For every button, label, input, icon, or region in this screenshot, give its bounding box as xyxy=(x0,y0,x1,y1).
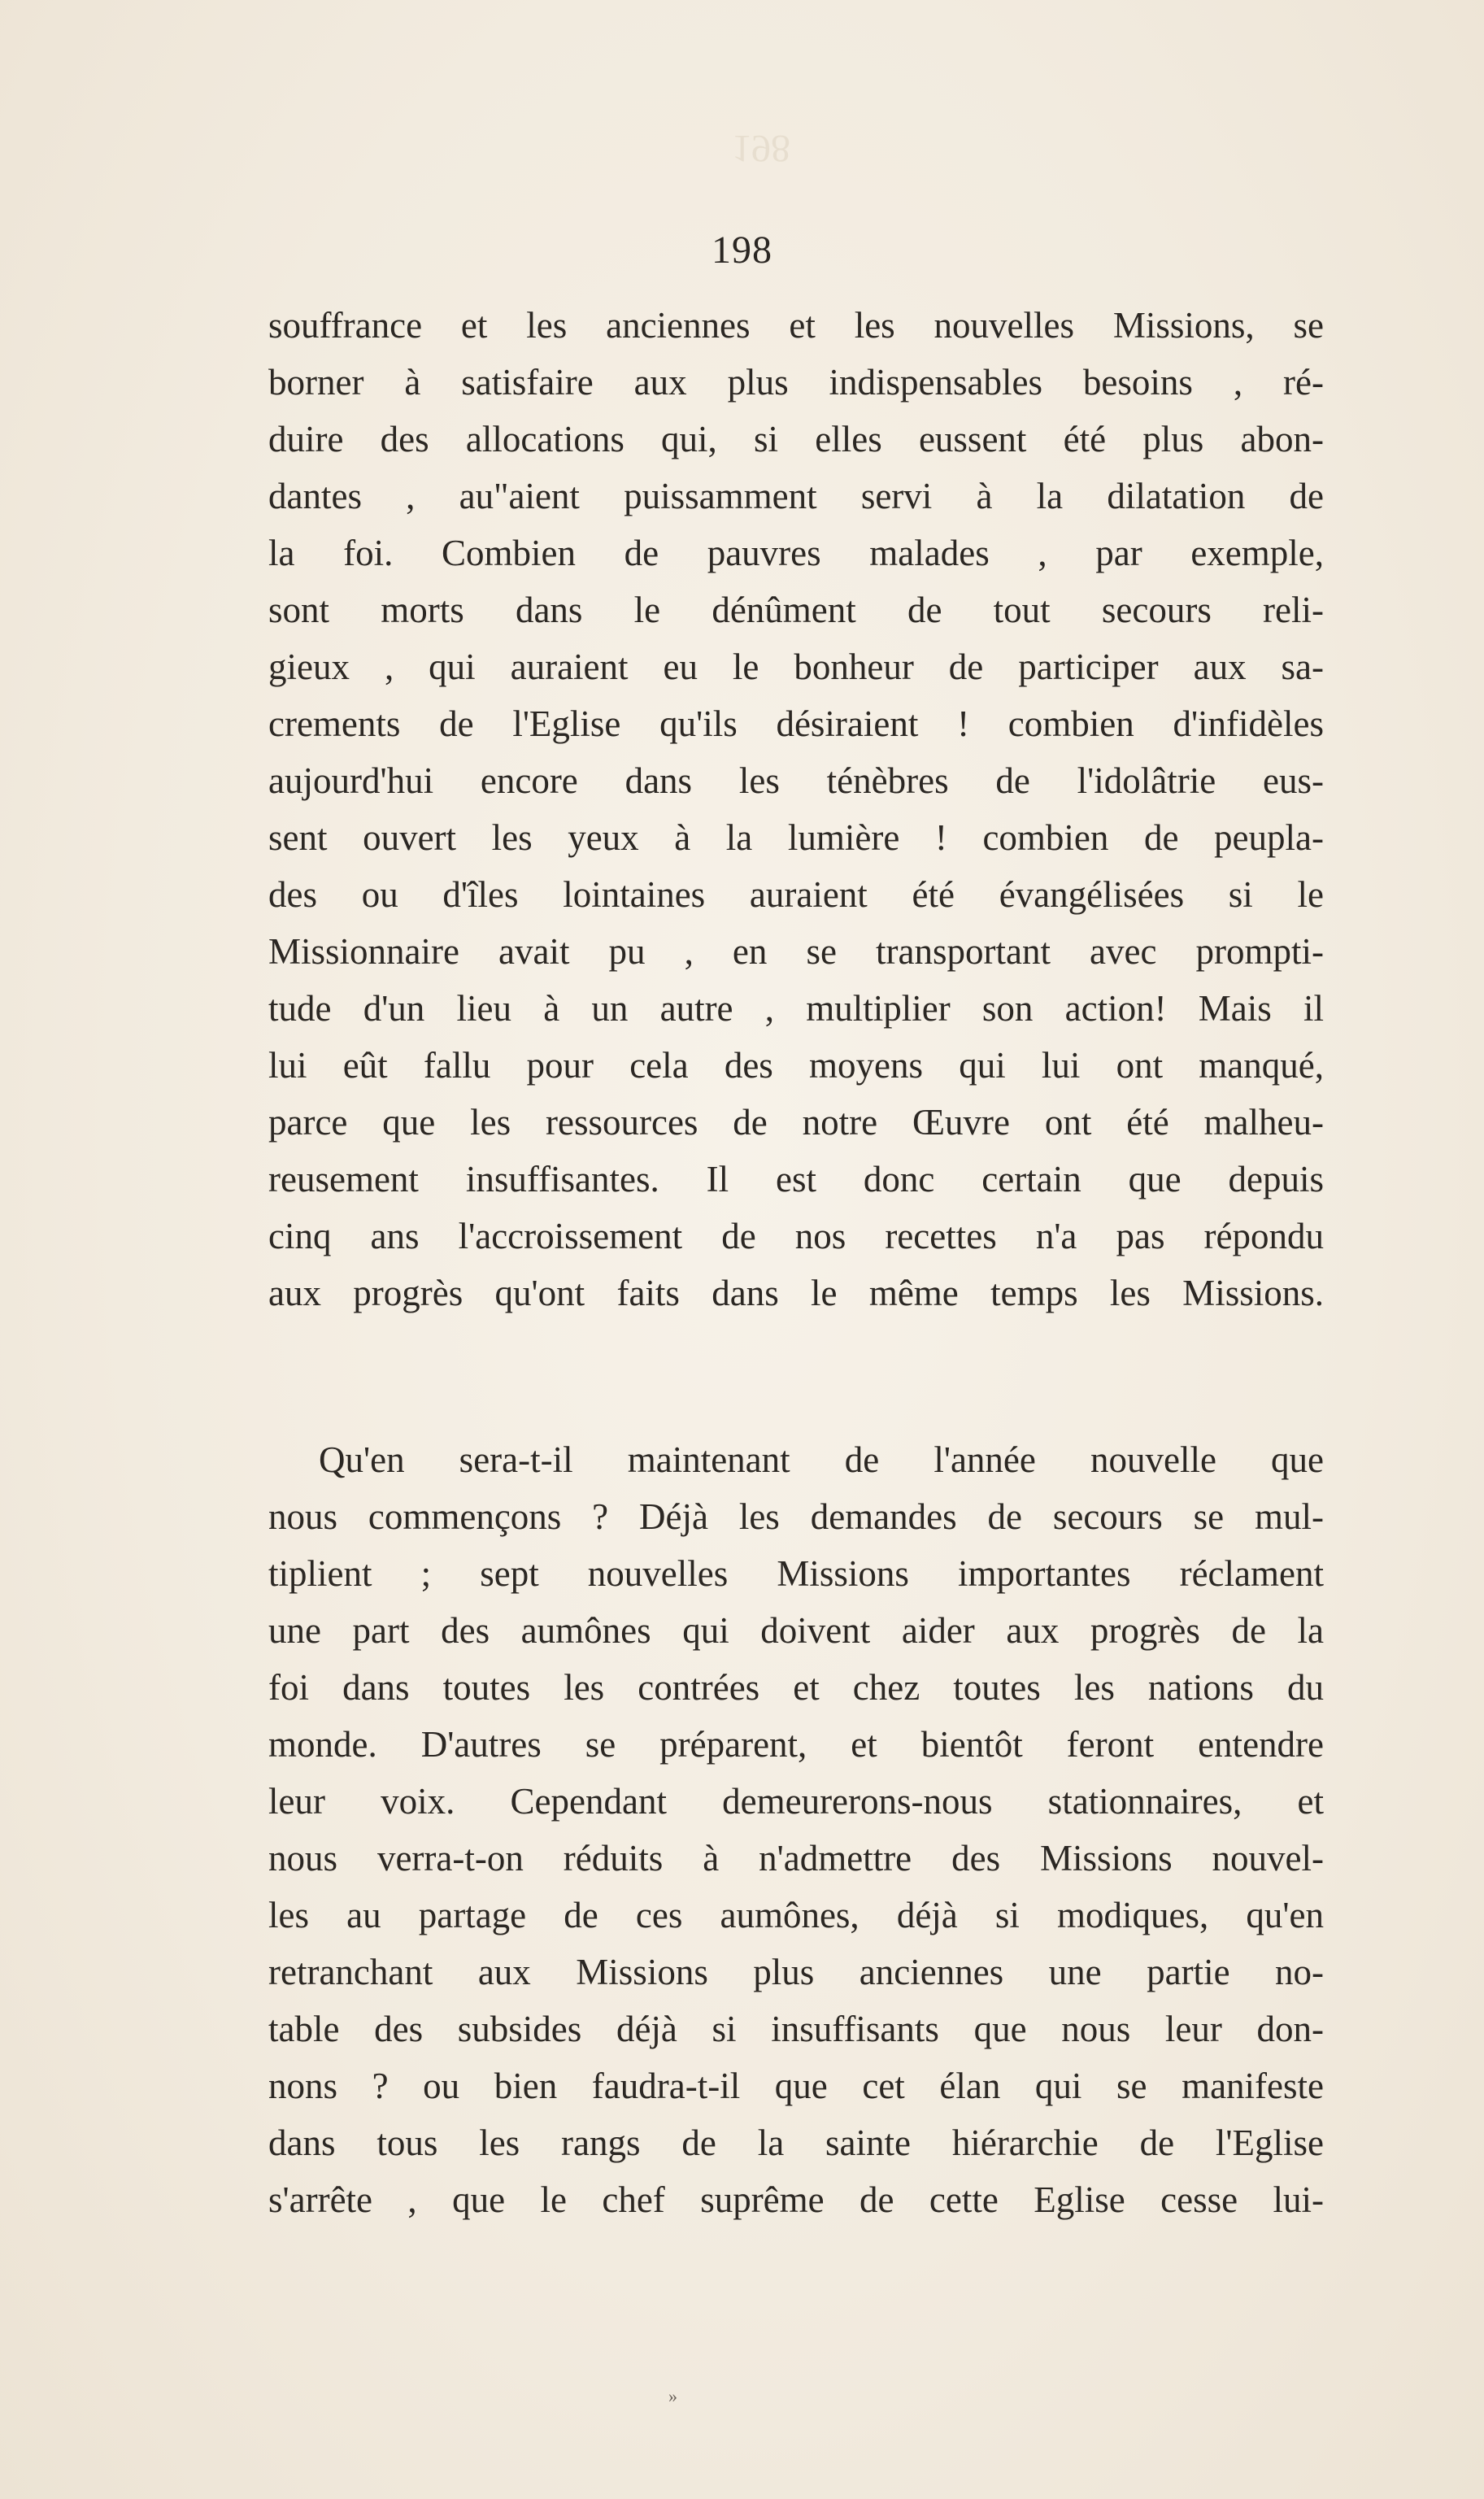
text-line: monde. D'autres se préparent, et bientôt feront entendre xyxy=(268,1724,1324,1765)
text-line: nous commençons ? Déjà les demandes de secours se mul- xyxy=(268,1496,1324,1537)
paragraph-2 xyxy=(268,1431,1324,2228)
text-line: nous verra-t-on réduits à n'admettre des Missions nouvel- xyxy=(268,1838,1324,1879)
text-line: borner à satisfaire aux plus indispensables besoins , ré- xyxy=(268,362,1324,403)
text-line: crements de l'Eglise qu'ils désiraient ! combien d'infidèles xyxy=(268,703,1324,744)
footer-mark: » xyxy=(668,2386,677,2406)
text-line: cinq ans l'accroissement de nos recettes n'a pas répondu xyxy=(268,1216,1324,1256)
text-line-first: Qu'en sera-t-il maintenant de l'année nouvelle que xyxy=(319,1439,1324,1480)
text-line: table des subsides déjà si insuffisants que nous leur don- xyxy=(268,2009,1324,2049)
text-line: une part des aumônes qui doivent aider aux progrès de la xyxy=(268,1610,1324,1651)
text-line: gieux , qui auraient eu le bonheur de participer aux sa- xyxy=(268,647,1324,687)
text-line: foi dans toutes les contrées et chez toutes les nations du xyxy=(268,1667,1324,1708)
text-line: reusement insuffisantes. Il est donc certain que depuis xyxy=(268,1159,1324,1199)
text-line: Missionnaire avait pu , en se transportant avec prompti- xyxy=(268,931,1324,972)
text-line: aujourd'hui encore dans les ténèbres de l'idolâtrie eus- xyxy=(268,760,1324,801)
paragraph-1 xyxy=(268,297,1324,1321)
text-line: sent ouvert les yeux à la lumière ! combien de peupla- xyxy=(268,817,1324,858)
text-line: des ou d'îles lointaines auraient été évangélisées si le xyxy=(268,874,1324,915)
text-line: aux progrès qu'ont faits dans le même temps les Missions. xyxy=(268,1273,1324,1313)
text-line: souffrance et les anciennes et les nouvelles Missions, se xyxy=(268,305,1324,346)
text-line: dantes , au"aient puissamment servi à la dilatation de xyxy=(268,476,1324,516)
text-line: tude d'un lieu à un autre , multiplier son action! Mais il xyxy=(268,988,1324,1029)
text-line: parce que les ressources de notre Œuvre ont été malheu- xyxy=(268,1102,1324,1143)
text-line: sont morts dans le dénûment de tout secours reli- xyxy=(268,590,1324,630)
text-line: la foi. Combien de pauvres malades , par exemple, xyxy=(268,533,1324,573)
text-line: dans tous les rangs de la sainte hiérarchie de l'Eglise xyxy=(268,2122,1324,2163)
text-line: leur voix. Cependant demeurerons-nous stationnaires, et xyxy=(268,1781,1324,1822)
text-line: nons ? ou bien faudra-t-il que cet élan qui se manifeste xyxy=(268,2066,1324,2106)
text-line: retranchant aux Missions plus anciennes une partie no- xyxy=(268,1952,1324,1992)
bleed-through-page-number: 198 xyxy=(732,127,790,170)
page-number: 198 xyxy=(712,229,772,272)
text-line: duire des allocations qui, si elles eussent été plus abon- xyxy=(268,419,1324,459)
text-line: s'arrête , que le chef suprême de cette Eglise cesse lui- xyxy=(268,2179,1324,2220)
text-line: tiplient ; sept nouvelles Missions importantes réclament xyxy=(268,1553,1324,1594)
text-line: les au partage de ces aumônes, déjà si modiques, qu'en xyxy=(268,1895,1324,1935)
text-line: lui eût fallu pour cela des moyens qui lui ont manqué, xyxy=(268,1045,1324,1086)
